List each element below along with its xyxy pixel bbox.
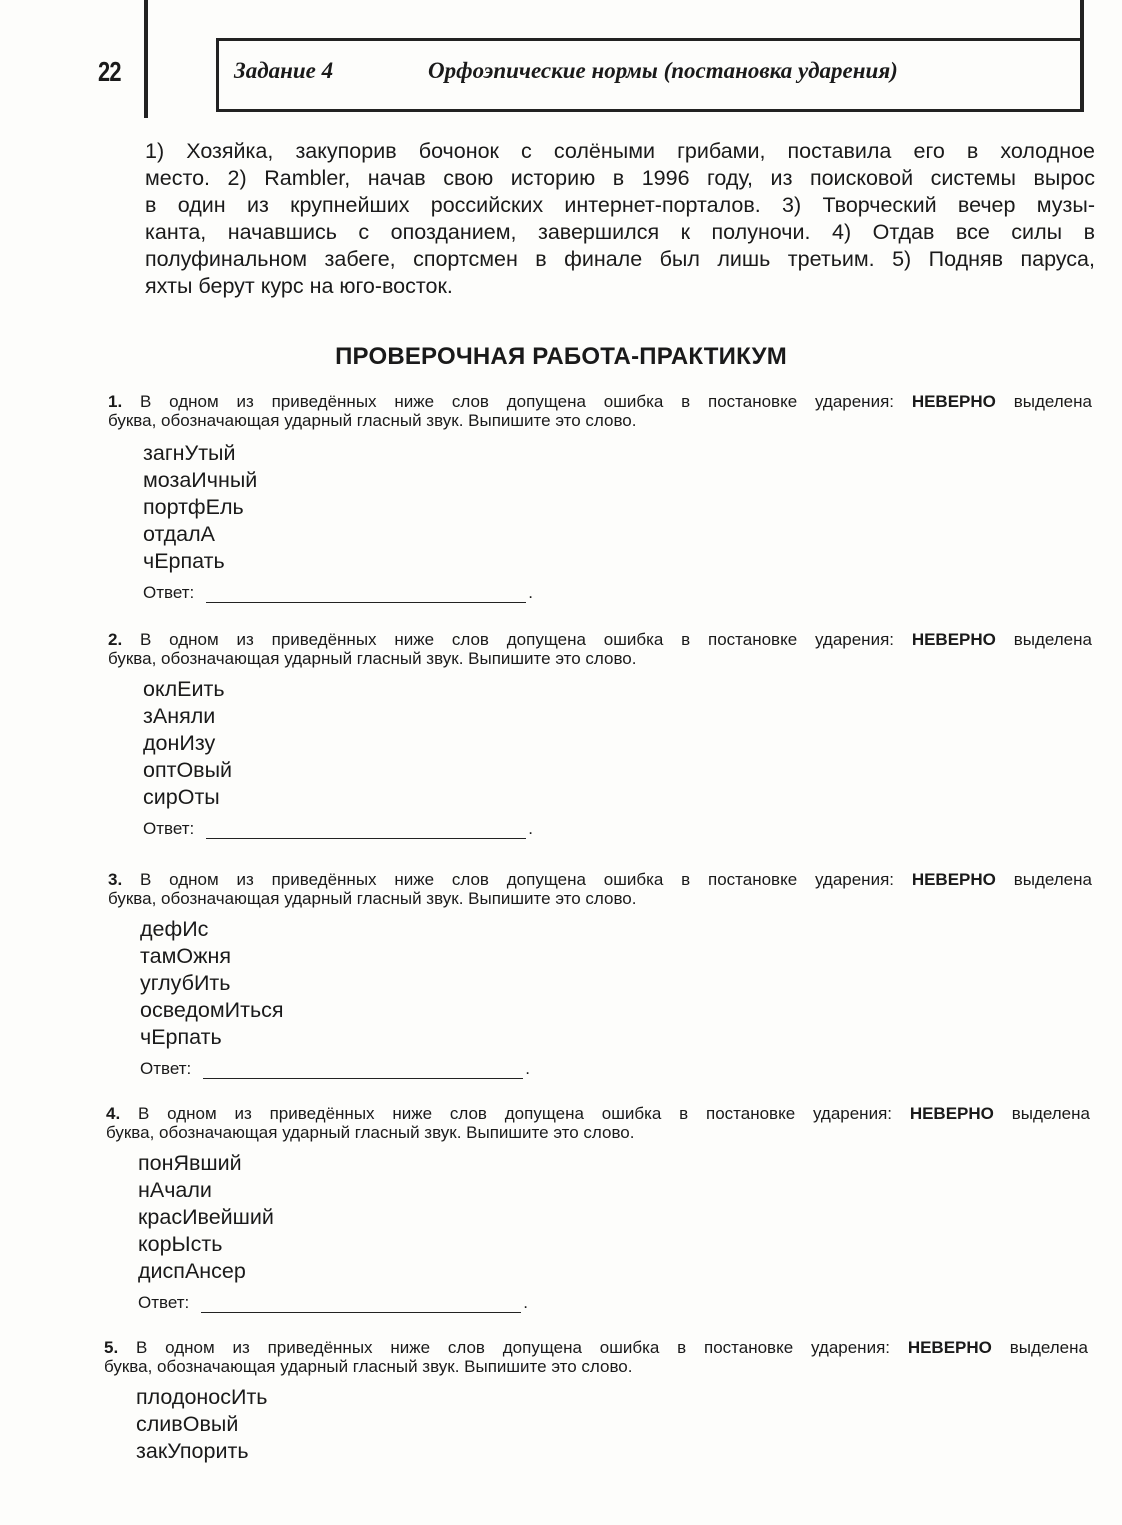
answer-field[interactable] [203,1064,523,1079]
answer-label: Ответ: [138,1293,190,1312]
word-option: загнУтый [143,441,236,465]
question-text-line2: буква, обозначающая ударный гласный звук. Выпишите это слово. [108,889,637,908]
question-emphasis: НЕВЕРНО [911,392,996,411]
question-text-before: В одном из приведённых ниже слов допущена ошибка в постановке ударения: [140,630,894,649]
question-number: 4. [106,1104,121,1123]
word-option: корЫсть [138,1232,223,1256]
answer-period: . [528,819,533,838]
word-option: нАчали [138,1178,212,1202]
answer-label: Ответ: [143,819,195,838]
question-text [108,630,1092,668]
question-text-before: В одном из приведённых ниже слов допущена ошибка в постановке ударения: [138,1104,892,1123]
question-text-before: В одном из приведённых ниже слов допущена ошибка в постановке ударения: [140,392,894,411]
question-2 [108,630,1092,839]
word-option: дефИс [140,917,209,941]
margin-line-left [144,0,148,118]
word-option: тамОжня [140,944,231,968]
word-options [143,676,1092,811]
answer-period: . [528,583,533,602]
question-emphasis: НЕВЕРНО [909,1104,994,1123]
question-text [104,1338,1088,1376]
answer-period: . [525,1059,530,1078]
question-5 [104,1338,1088,1465]
question-text [108,870,1092,908]
intro-line: место. 2) Rambler, начав свою историю в 1996 году, из поисковой системы вырос [145,166,1095,190]
word-option: сирОты [143,785,220,809]
question-text-before: В одном из приведённых ниже слов допущена ошибка в постановке ударения: [136,1338,890,1357]
page-number: 22 [98,56,121,87]
question-emphasis: НЕВЕРНО [911,630,996,649]
task-label: Задание 4 [234,58,334,83]
word-option: сливОвый [136,1412,239,1436]
question-number: 2. [108,630,123,649]
word-options [143,440,1092,575]
question-text-after: выделена [1013,630,1092,649]
question-number: 5. [104,1338,119,1357]
question-text-after: выделена [1009,1338,1088,1357]
question-text-line2: буква, обозначающая ударный гласный звук. Выпишите это слово. [104,1357,633,1376]
intro-line: канта, начавшись с опозданием, завершился к полуночи. 4) Отдав все силы в [145,220,1095,244]
task-title: Орфоэпические нормы (постановка ударения) [428,58,898,83]
question-text-after: выделена [1011,1104,1090,1123]
word-option: диспАнсер [138,1259,246,1283]
word-option: зАняли [143,704,216,728]
word-option: осведомИться [140,998,284,1022]
question-text-line2: буква, обозначающая ударный гласный звук. Выпишите это слово. [108,411,637,430]
answer-row [138,1293,1090,1313]
answer-period: . [523,1293,528,1312]
word-option: отдалА [143,522,216,546]
question-number: 3. [108,870,123,889]
word-options [140,916,1092,1051]
word-option: оптОвый [143,758,233,782]
word-option: углубИть [140,971,231,995]
question-1 [108,392,1092,603]
word-option: чЕрпать [143,549,225,573]
intro-line: полуфинальном забеге, спортсмен в финале был лишь третьим. 5) Подняв паруса, [145,247,1095,271]
word-options [138,1150,1090,1285]
question-emphasis: НЕВЕРНО [907,1338,992,1357]
question-text [108,392,1092,430]
answer-row [143,583,1092,603]
word-option: плодоносИть [136,1385,268,1409]
word-option: оклЕить [143,677,225,701]
answer-field[interactable] [206,824,526,839]
intro-line: яхты берут курс на юго-восток. [145,274,453,298]
question-text-line2: буква, обозначающая ударный гласный звук. Выпишите это слово. [108,649,637,668]
word-option: донИзу [143,731,216,755]
word-option: мозаИчный [143,468,258,492]
intro-line: в один из крупнейших российских интернет-порталов. 3) Творческий вечер музы- [145,193,1095,217]
question-text-after: выделена [1013,392,1092,411]
intro-line: 1) Хозяйка, закупорив бочонок с солёными грибами, поставила его в холодное [145,139,1095,163]
answer-field[interactable] [201,1298,521,1313]
answer-label: Ответ: [140,1059,192,1078]
word-option: понЯвший [138,1151,242,1175]
answer-field[interactable] [206,588,526,603]
question-3 [108,870,1092,1079]
question-text-after: выделена [1013,870,1092,889]
answer-label: Ответ: [143,583,195,602]
word-option: красИвейший [138,1205,274,1229]
word-options [136,1384,1088,1465]
question-text-line2: буква, обозначающая ударный гласный звук. Выпишите это слово. [106,1123,635,1142]
section-title: ПРОВЕРОЧНАЯ РАБОТА-ПРАКТИКУМ [335,343,787,370]
intro-paragraph [145,138,1095,300]
question-text-before: В одном из приведённых ниже слов допущена ошибка в постановке ударения: [140,870,894,889]
question-text [106,1104,1090,1142]
answer-row [140,1059,1092,1079]
question-4 [106,1104,1090,1313]
question-emphasis: НЕВЕРНО [911,870,996,889]
word-option: портфЕль [143,495,244,519]
word-option: закУпорить [136,1439,249,1463]
answer-row [143,819,1092,839]
question-number: 1. [108,392,123,411]
word-option: чЕрпать [140,1025,222,1049]
